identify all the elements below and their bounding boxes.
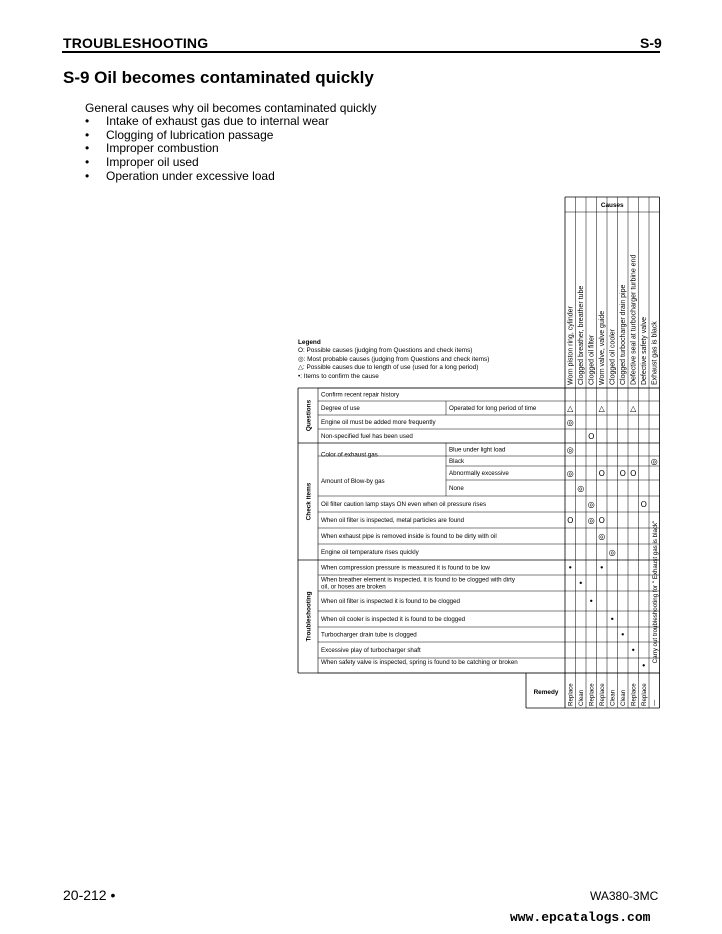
row-sublabel: None [449, 485, 464, 493]
cause-label: Worn piston ring, cylinder [567, 306, 575, 385]
side-note: Carry out troubleshooting for " Exhaust gas is black" [652, 520, 659, 664]
list-item: • Improper oil used [85, 155, 199, 170]
cause-label: Defective safety valve [640, 316, 648, 385]
page-header-title: TROUBLESHOOTING [63, 35, 209, 51]
row-label: When oil filter is inspected, metal particles are found [321, 517, 465, 525]
row-label: When compression pressure is measured it is found to be low [321, 564, 490, 572]
cause-label: Worn valve, valve guide [598, 310, 606, 385]
cause-mark: O [630, 469, 637, 478]
cause-mark: ◎ [566, 469, 574, 478]
row-label: Oil filter caution lamp stays ON even when oil pressure rises [321, 501, 487, 509]
cause-mark: O [619, 469, 626, 478]
cause-mark: ◎ [587, 500, 595, 509]
cause-mark: ◎ [566, 418, 574, 427]
cause-mark: • [609, 615, 615, 624]
cause-mark: ◎ [608, 548, 616, 557]
cause-mark: △ [598, 404, 605, 413]
model-code: WA380-3MC [590, 889, 659, 903]
cause-mark: ◎ [598, 532, 606, 541]
row-label: Amount of Blow-by gas [321, 478, 385, 486]
watermark: www.epcatalogs.com [510, 910, 651, 925]
cause-label: Defective seal at turbocharger turbine end [630, 254, 638, 385]
cause-mark: • [641, 661, 647, 671]
list-item: • Improper combustion [85, 141, 219, 156]
row-sublabel: Blue under light load [449, 446, 506, 454]
cause-label: Exhaust gas is black [651, 321, 659, 385]
row-label: Degree of use [321, 405, 360, 413]
legend-item: ◎: Most probable causes (judging from Questions and check items) [298, 355, 490, 363]
cause-mark: △ [630, 404, 637, 413]
remedy-label: Clean [619, 689, 627, 706]
cause-mark: • [620, 630, 626, 640]
row-label: oil, or hoses are broken [321, 583, 386, 591]
remedy-label: — [651, 699, 659, 706]
remedy-label: Clean [609, 689, 617, 706]
list-item: • Intake of exhaust gas due to internal wear [85, 114, 329, 128]
row-label: Confirm recent repair history [321, 391, 400, 399]
causes-header: Causes [600, 202, 624, 209]
row-label: When safety valve is inspected, spring is found to be catching or broken [321, 659, 518, 667]
remedy-label: Replace [588, 683, 596, 706]
row-sublabel: Operated for long period of time [449, 405, 537, 413]
row-sublabel: Abnormally excessive [449, 470, 509, 478]
remedy-label: Replace [640, 683, 648, 706]
cause-mark: ◎ [577, 484, 585, 493]
cause-mark: ◎ [650, 457, 658, 466]
cause-mark: O [598, 469, 605, 478]
row-label: When exhaust pipe is removed inside is found to be dirty with oil [321, 533, 497, 541]
page-number: 20-212 • [63, 887, 116, 903]
row-label: When oil filter is inspected it is found to be clogged [321, 598, 460, 606]
remedy-header: Remedy [533, 689, 559, 696]
cause-label: Clogged turbocharger drain pipe [619, 284, 627, 385]
cause-label: Clogged oil filter [588, 334, 596, 385]
remedy-label: Replace [630, 683, 638, 706]
cause-label: Clogged oil cooler [609, 328, 617, 385]
row-sublabel: Black [449, 458, 465, 466]
remedy-label: Replace [567, 683, 575, 706]
cause-mark: • [578, 579, 584, 588]
legend-item: •: Items to confirm the cause [298, 372, 379, 380]
cause-mark: • [630, 646, 636, 655]
section-title: S-9 Oil becomes contaminated quickly [63, 68, 374, 87]
row-label: Turbocharger drain tube is clogged [321, 631, 417, 639]
remedy-label: Replace [598, 683, 606, 706]
cause-mark: O [567, 516, 574, 525]
row-label: Engine oil temperature rises quickly [321, 549, 419, 557]
row-label: Non-specified fuel has been used [321, 433, 413, 441]
row-label: When oil cooler is inspected it is found to be clogged [321, 616, 466, 624]
cause-mark: O [598, 516, 605, 525]
cause-mark: • [599, 563, 605, 573]
group-label: Troubleshooting [305, 591, 313, 642]
cause-mark: • [588, 597, 594, 606]
page-header-code: S-9 [640, 35, 662, 51]
cause-label: Clogged breather, breather tube [577, 285, 585, 385]
cause-mark: O [588, 432, 595, 441]
group-label: Check items [305, 482, 313, 521]
group-label: Questions [305, 399, 313, 432]
cause-mark: O [640, 500, 647, 509]
remedy-label: Clean [577, 689, 585, 706]
legend-item: △: Possible causes due to length of use (used for a long period) [298, 364, 479, 372]
cause-mark: • [567, 563, 573, 573]
section-intro: General causes why oil becomes contaminated quickly [85, 101, 377, 115]
cause-mark: ◎ [587, 516, 595, 525]
list-item: • Clogging of lubrication passage [85, 127, 274, 142]
legend-title: Legend [298, 339, 321, 346]
row-label: Excessive play of turbocharger shaft [321, 647, 421, 655]
cause-mark: ◎ [566, 445, 574, 455]
row-label: Engine oil must be added more frequently [321, 419, 436, 427]
row-label: Color of exhaust gas [321, 451, 378, 459]
row-label: When breather element is inspected, it is found to be clogged with dirty [321, 576, 515, 584]
legend-item: O: Possible causes (judging from Questions and check items) [298, 347, 473, 355]
cause-mark: △ [567, 404, 574, 413]
list-item: • Operation under excessive load [85, 168, 275, 183]
